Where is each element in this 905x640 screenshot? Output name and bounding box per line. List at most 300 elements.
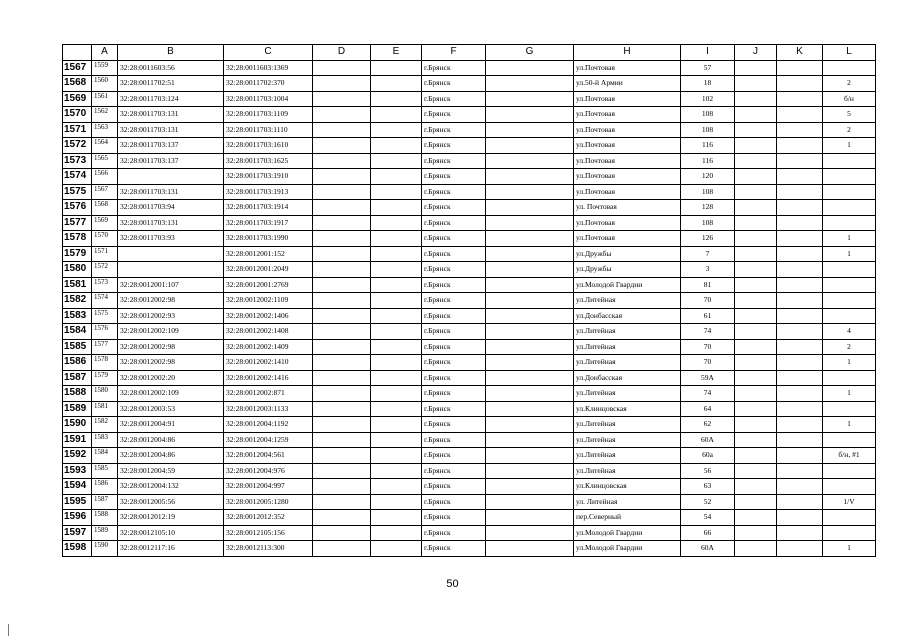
cell-g[interactable] [486,541,574,557]
cell-b[interactable]: 32:28:0012002:20 [118,370,224,386]
cell-j[interactable] [735,448,777,464]
cell-d[interactable] [313,541,371,557]
row-number[interactable]: 1583 [63,308,92,324]
cell-b[interactable]: 32:28:0011703:131 [118,184,224,200]
cell-h[interactable]: ул.Литейная [574,448,681,464]
cell-d[interactable] [313,91,371,107]
cell-c[interactable]: 32:28:0012113:300 [224,541,313,557]
cell-g[interactable] [486,293,574,309]
cell-a[interactable]: 1590 [92,541,118,557]
cell-l[interactable] [823,169,876,185]
cell-a[interactable]: 1564 [92,138,118,154]
cell-g[interactable] [486,401,574,417]
cell-l[interactable] [823,525,876,541]
cell-k[interactable] [777,479,823,495]
cell-e[interactable] [371,401,422,417]
cell-b[interactable] [118,246,224,262]
cell-g[interactable] [486,494,574,510]
cell-d[interactable] [313,107,371,123]
cell-i[interactable]: 57 [681,60,735,76]
cell-b[interactable]: 32:28:0012002:98 [118,339,224,355]
cell-l[interactable] [823,370,876,386]
cell-j[interactable] [735,153,777,169]
cell-a[interactable]: 1571 [92,246,118,262]
cell-l[interactable] [823,153,876,169]
cell-d[interactable] [313,479,371,495]
cell-i[interactable]: 64 [681,401,735,417]
cell-a[interactable]: 1565 [92,153,118,169]
cell-k[interactable] [777,76,823,92]
cell-e[interactable] [371,122,422,138]
cell-a[interactable]: 1561 [92,91,118,107]
cell-d[interactable] [313,76,371,92]
cell-e[interactable] [371,525,422,541]
cell-h[interactable]: ул.Дружбы [574,262,681,278]
cell-d[interactable] [313,370,371,386]
cell-l[interactable] [823,463,876,479]
cell-i[interactable]: 56 [681,463,735,479]
cell-a[interactable]: 1567 [92,184,118,200]
row-number[interactable]: 1567 [63,60,92,76]
cell-a[interactable]: 1566 [92,169,118,185]
cell-b[interactable]: 32:28:0011603:56 [118,60,224,76]
cell-c[interactable]: 32:28:0011703:1913 [224,184,313,200]
row-number[interactable]: 1570 [63,107,92,123]
cell-e[interactable] [371,463,422,479]
cell-l[interactable] [823,308,876,324]
cell-a[interactable]: 1588 [92,510,118,526]
cell-b[interactable]: 32:28:0011703:93 [118,231,224,247]
cell-e[interactable] [371,293,422,309]
row-number[interactable]: 1572 [63,138,92,154]
cell-l[interactable]: б/н [823,91,876,107]
cell-c[interactable]: 32:28:0012002:1109 [224,293,313,309]
cell-a[interactable]: 1585 [92,463,118,479]
cell-f[interactable]: г.Брянск [422,246,486,262]
cell-h[interactable]: ул.Почтовая [574,91,681,107]
cell-b[interactable]: 32:28:0011703:131 [118,107,224,123]
cell-j[interactable] [735,463,777,479]
cell-b[interactable]: 32:28:0012005:56 [118,494,224,510]
row-number[interactable]: 1573 [63,153,92,169]
cell-b[interactable] [118,262,224,278]
cell-e[interactable] [371,200,422,216]
cell-j[interactable] [735,262,777,278]
cell-i[interactable]: 18 [681,76,735,92]
cell-k[interactable] [777,432,823,448]
cell-i[interactable]: 128 [681,200,735,216]
cell-k[interactable] [777,153,823,169]
cell-i[interactable]: 62 [681,417,735,433]
cell-l[interactable] [823,293,876,309]
cell-f[interactable]: г.Брянск [422,541,486,557]
cell-c[interactable]: 32:28:0011703:1625 [224,153,313,169]
cell-d[interactable] [313,138,371,154]
cell-c[interactable]: 32:28:0012002:1409 [224,339,313,355]
cell-h[interactable]: ул.Литейная [574,324,681,340]
cell-h[interactable]: ул.Клинцовская [574,479,681,495]
cell-g[interactable] [486,153,574,169]
cell-j[interactable] [735,308,777,324]
cell-l[interactable]: б/н, #1 [823,448,876,464]
cell-b[interactable]: 32:28:0011702:51 [118,76,224,92]
cell-g[interactable] [486,448,574,464]
cell-l[interactable] [823,479,876,495]
cell-h[interactable]: ул.Литейная [574,293,681,309]
cell-c[interactable]: 32:28:0011703:1917 [224,215,313,231]
cell-k[interactable] [777,463,823,479]
cell-e[interactable] [371,91,422,107]
cell-f[interactable]: г.Брянск [422,494,486,510]
cell-g[interactable] [486,339,574,355]
cell-k[interactable] [777,324,823,340]
cell-c[interactable]: 32:28:0011703:1110 [224,122,313,138]
row-number[interactable]: 1574 [63,169,92,185]
cell-j[interactable] [735,293,777,309]
cell-b[interactable]: 32:28:0012002:109 [118,386,224,402]
row-number[interactable]: 1585 [63,339,92,355]
cell-k[interactable] [777,308,823,324]
cell-l[interactable] [823,184,876,200]
cell-h[interactable]: ул.Почтовая [574,153,681,169]
cell-e[interactable] [371,76,422,92]
cell-i[interactable]: 60А [681,432,735,448]
cell-k[interactable] [777,277,823,293]
cell-a[interactable]: 1560 [92,76,118,92]
cell-b[interactable]: 32:28:0011703:137 [118,138,224,154]
cell-i[interactable]: 61 [681,308,735,324]
cell-h[interactable]: ул.Молодой Гвардии [574,277,681,293]
cell-f[interactable]: г.Брянск [422,463,486,479]
cell-l[interactable]: 1 [823,541,876,557]
cell-l[interactable]: 1 [823,386,876,402]
cell-j[interactable] [735,339,777,355]
cell-b[interactable]: 32:28:0012002:109 [118,324,224,340]
cell-f[interactable]: г.Брянск [422,386,486,402]
cell-h[interactable]: ул.Литейная [574,339,681,355]
cell-j[interactable] [735,386,777,402]
cell-c[interactable]: 32:28:0012004:1192 [224,417,313,433]
row-number[interactable]: 1576 [63,200,92,216]
cell-j[interactable] [735,417,777,433]
cell-c[interactable]: 32:28:0012004:976 [224,463,313,479]
cell-b[interactable]: 32:28:0012003:53 [118,401,224,417]
cell-k[interactable] [777,293,823,309]
cell-a[interactable]: 1563 [92,122,118,138]
cell-c[interactable]: 32:28:0012004:1259 [224,432,313,448]
row-number[interactable]: 1588 [63,386,92,402]
row-number[interactable]: 1571 [63,122,92,138]
column-header-h[interactable]: H [574,45,681,61]
cell-b[interactable]: 32:28:0012004:86 [118,432,224,448]
cell-g[interactable] [486,76,574,92]
cell-h[interactable]: ул.Донбасская [574,370,681,386]
cell-j[interactable] [735,231,777,247]
cell-j[interactable] [735,215,777,231]
cell-j[interactable] [735,277,777,293]
cell-l[interactable] [823,262,876,278]
column-header-e[interactable]: E [371,45,422,61]
cell-f[interactable]: г.Брянск [422,262,486,278]
cell-c[interactable]: 32:28:0012005:1280 [224,494,313,510]
cell-l[interactable]: 2 [823,122,876,138]
cell-i[interactable]: 59А [681,370,735,386]
cell-k[interactable] [777,448,823,464]
cell-c[interactable]: 32:28:0012002:1410 [224,355,313,371]
cell-i[interactable]: 74 [681,324,735,340]
cell-c[interactable]: 32:28:0011703:1004 [224,91,313,107]
cell-a[interactable]: 1579 [92,370,118,386]
cell-i[interactable]: 70 [681,339,735,355]
row-number[interactable]: 1589 [63,401,92,417]
column-header-j[interactable]: J [735,45,777,61]
cell-e[interactable] [371,308,422,324]
cell-g[interactable] [486,215,574,231]
cell-e[interactable] [371,417,422,433]
cell-e[interactable] [371,510,422,526]
cell-a[interactable]: 1581 [92,401,118,417]
cell-g[interactable] [486,107,574,123]
cell-e[interactable] [371,448,422,464]
cell-i[interactable]: 116 [681,138,735,154]
cell-i[interactable]: 108 [681,107,735,123]
cell-j[interactable] [735,525,777,541]
cell-h[interactable]: ул.Дружбы [574,246,681,262]
cell-i[interactable]: 120 [681,169,735,185]
cell-g[interactable] [486,463,574,479]
row-number[interactable]: 1587 [63,370,92,386]
row-number[interactable]: 1577 [63,215,92,231]
cell-g[interactable] [486,91,574,107]
cell-g[interactable] [486,138,574,154]
cell-g[interactable] [486,169,574,185]
cell-d[interactable] [313,386,371,402]
cell-g[interactable] [486,277,574,293]
cell-f[interactable]: г.Брянск [422,169,486,185]
cell-b[interactable]: 32:28:0012004:132 [118,479,224,495]
cell-f[interactable]: г.Брянск [422,401,486,417]
cell-g[interactable] [486,370,574,386]
cell-h[interactable]: ул.Почтовая [574,215,681,231]
cell-h[interactable]: ул.Почтовая [574,169,681,185]
cell-i[interactable]: 52 [681,494,735,510]
cell-f[interactable]: г.Брянск [422,184,486,200]
cell-k[interactable] [777,215,823,231]
cell-j[interactable] [735,169,777,185]
cell-g[interactable] [486,184,574,200]
cell-k[interactable] [777,510,823,526]
cell-c[interactable]: 32:28:0012004:561 [224,448,313,464]
cell-c[interactable]: 32:28:0012001:2049 [224,262,313,278]
cell-l[interactable]: 4 [823,324,876,340]
cell-i[interactable]: 126 [681,231,735,247]
cell-g[interactable] [486,200,574,216]
cell-c[interactable]: 32:28:0011703:1914 [224,200,313,216]
cell-e[interactable] [371,184,422,200]
cell-d[interactable] [313,417,371,433]
cell-b[interactable]: 32:28:0012002:98 [118,355,224,371]
cell-f[interactable]: г.Брянск [422,308,486,324]
cell-h[interactable]: ул.Почтовая [574,231,681,247]
row-number[interactable]: 1580 [63,262,92,278]
cell-a[interactable]: 1572 [92,262,118,278]
cell-j[interactable] [735,184,777,200]
cell-e[interactable] [371,386,422,402]
cell-g[interactable] [486,246,574,262]
cell-d[interactable] [313,277,371,293]
row-number[interactable]: 1598 [63,541,92,557]
cell-e[interactable] [371,60,422,76]
cell-b[interactable]: 32:28:0012105:10 [118,525,224,541]
cell-k[interactable] [777,401,823,417]
cell-h[interactable]: ул. Почтовая [574,200,681,216]
cell-k[interactable] [777,138,823,154]
cell-g[interactable] [486,479,574,495]
cell-k[interactable] [777,60,823,76]
cell-f[interactable]: г.Брянск [422,138,486,154]
cell-b[interactable]: 32:28:0011703:131 [118,122,224,138]
cell-k[interactable] [777,200,823,216]
cell-c[interactable]: 32:28:0011603:1369 [224,60,313,76]
cell-k[interactable] [777,231,823,247]
cell-k[interactable] [777,417,823,433]
cell-c[interactable]: 32:28:0011703:1910 [224,169,313,185]
cell-g[interactable] [486,432,574,448]
cell-h[interactable]: ул.Почтовая [574,184,681,200]
cell-i[interactable]: 54 [681,510,735,526]
cell-i[interactable]: 63 [681,479,735,495]
cell-d[interactable] [313,293,371,309]
cell-f[interactable]: г.Брянск [422,122,486,138]
cell-c[interactable]: 32:28:0012002:871 [224,386,313,402]
row-number[interactable]: 1590 [63,417,92,433]
cell-e[interactable] [371,324,422,340]
cell-d[interactable] [313,401,371,417]
cell-h[interactable]: ул.Донбасская [574,308,681,324]
cell-j[interactable] [735,138,777,154]
cell-i[interactable]: 7 [681,246,735,262]
cell-f[interactable]: г.Брянск [422,231,486,247]
cell-e[interactable] [371,370,422,386]
cell-j[interactable] [735,324,777,340]
column-header-b[interactable]: B [118,45,224,61]
cell-b[interactable]: 32:28:0011703:137 [118,153,224,169]
row-number[interactable]: 1593 [63,463,92,479]
cell-b[interactable]: 32:28:0012004:91 [118,417,224,433]
cell-f[interactable]: г.Брянск [422,510,486,526]
cell-b[interactable]: 32:28:0012004:59 [118,463,224,479]
cell-c[interactable]: 32:28:0011702:370 [224,76,313,92]
cell-h[interactable]: ул.Молодой Гвардии [574,525,681,541]
cell-h[interactable]: ул.50-й Армии [574,76,681,92]
cell-a[interactable]: 1576 [92,324,118,340]
cell-c[interactable]: 32:28:0012002:1406 [224,308,313,324]
cell-e[interactable] [371,541,422,557]
cell-k[interactable] [777,107,823,123]
cell-h[interactable]: ул. Литейная [574,494,681,510]
cell-j[interactable] [735,76,777,92]
cell-j[interactable] [735,355,777,371]
cell-l[interactable]: 2 [823,76,876,92]
cell-i[interactable]: 60а [681,448,735,464]
cell-f[interactable]: г.Брянск [422,153,486,169]
row-number[interactable]: 1582 [63,293,92,309]
cell-a[interactable]: 1562 [92,107,118,123]
cell-f[interactable]: г.Брянск [422,525,486,541]
cell-j[interactable] [735,370,777,386]
row-number[interactable]: 1592 [63,448,92,464]
cell-c[interactable]: 32:28:0012004:997 [224,479,313,495]
row-number[interactable]: 1584 [63,324,92,340]
corner-header[interactable] [63,45,92,61]
row-number[interactable]: 1575 [63,184,92,200]
cell-k[interactable] [777,355,823,371]
cell-i[interactable]: 102 [681,91,735,107]
cell-b[interactable]: 32:28:0011703:131 [118,215,224,231]
cell-h[interactable]: ул.Почтовая [574,107,681,123]
cell-b[interactable]: 32:28:0011703:124 [118,91,224,107]
cell-c[interactable]: 32:28:0012003:1133 [224,401,313,417]
cell-e[interactable] [371,231,422,247]
cell-e[interactable] [371,355,422,371]
row-number[interactable]: 1597 [63,525,92,541]
cell-a[interactable]: 1589 [92,525,118,541]
cell-d[interactable] [313,494,371,510]
cell-f[interactable]: г.Брянск [422,339,486,355]
cell-h[interactable]: ул.Клинцовская [574,401,681,417]
cell-d[interactable] [313,463,371,479]
cell-g[interactable] [486,525,574,541]
cell-j[interactable] [735,200,777,216]
cell-k[interactable] [777,122,823,138]
cell-e[interactable] [371,432,422,448]
cell-k[interactable] [777,169,823,185]
cell-d[interactable] [313,215,371,231]
cell-g[interactable] [486,60,574,76]
column-header-g[interactable]: G [486,45,574,61]
cell-a[interactable]: 1578 [92,355,118,371]
cell-g[interactable] [486,262,574,278]
cell-d[interactable] [313,308,371,324]
cell-c[interactable]: 32:28:0012002:1408 [224,324,313,340]
cell-i[interactable]: 3 [681,262,735,278]
cell-d[interactable] [313,200,371,216]
cell-f[interactable]: г.Брянск [422,215,486,231]
cell-a[interactable]: 1586 [92,479,118,495]
cell-e[interactable] [371,215,422,231]
cell-j[interactable] [735,107,777,123]
cell-e[interactable] [371,339,422,355]
cell-b[interactable]: 32:28:0012004:86 [118,448,224,464]
cell-j[interactable] [735,91,777,107]
cell-e[interactable] [371,169,422,185]
cell-i[interactable]: 108 [681,184,735,200]
cell-g[interactable] [486,231,574,247]
cell-c[interactable]: 32:28:0012105:156 [224,525,313,541]
cell-k[interactable] [777,525,823,541]
column-header-c[interactable]: C [224,45,313,61]
cell-f[interactable]: г.Брянск [422,324,486,340]
cell-k[interactable] [777,184,823,200]
cell-l[interactable]: 1 [823,246,876,262]
cell-f[interactable]: г.Брянск [422,432,486,448]
cell-c[interactable]: 32:28:0011703:1109 [224,107,313,123]
cell-l[interactable] [823,510,876,526]
cell-g[interactable] [486,355,574,371]
cell-i[interactable]: 108 [681,215,735,231]
cell-h[interactable]: пер.Северный [574,510,681,526]
cell-f[interactable]: г.Брянск [422,76,486,92]
